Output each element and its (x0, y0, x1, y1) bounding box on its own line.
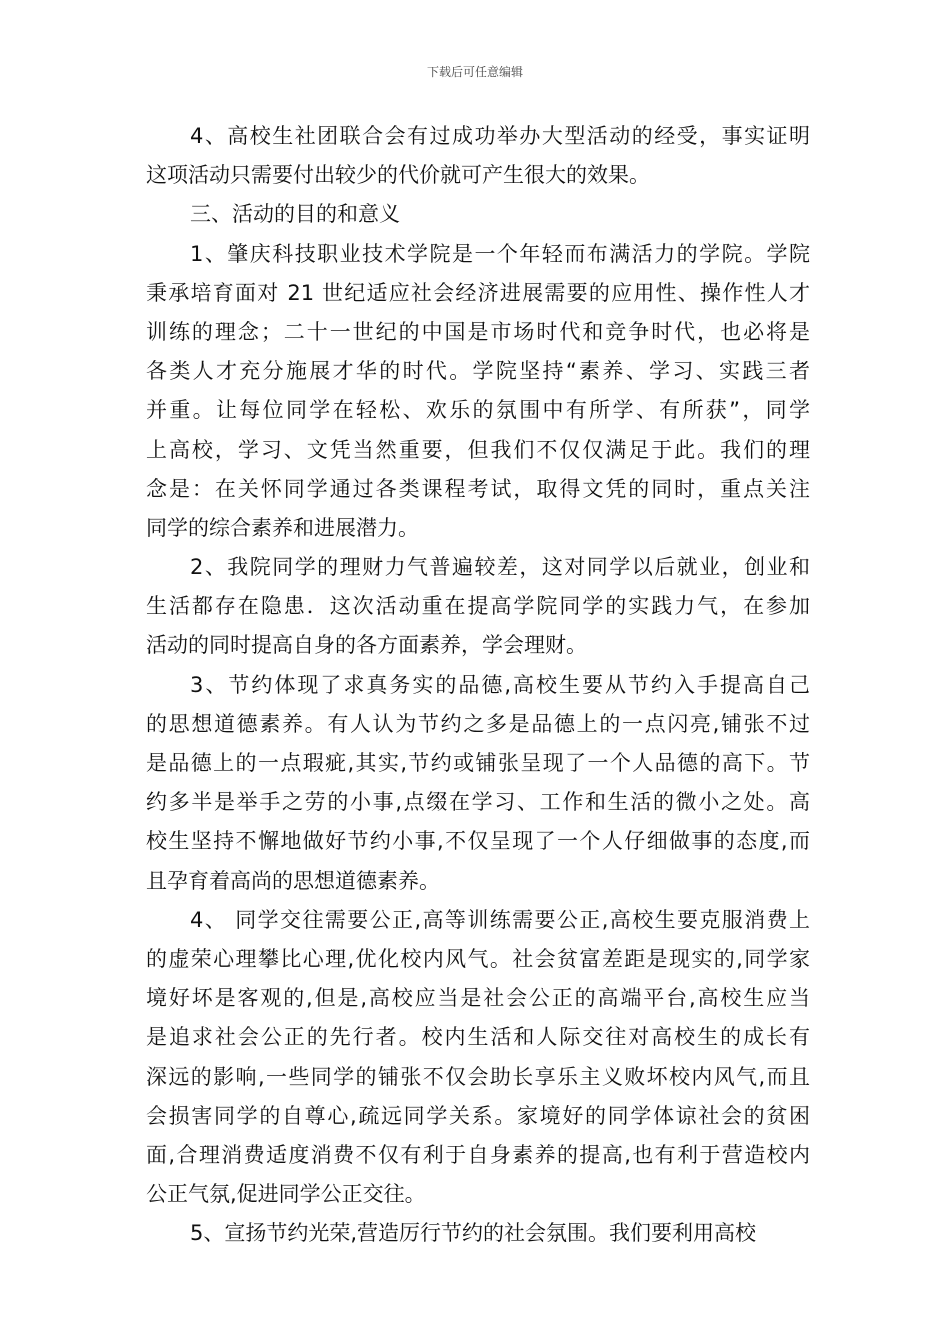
text-line: 2、我院同学的理财力气普遍较差，这对同学以后就业，创业和 (190, 555, 810, 580)
text-line: 且孕育着高尚的思想道德素养。 (146, 868, 440, 893)
text-line: 境好坏是客观的,但是,高校应当是社会公正的高端平台,高校生应当 (146, 986, 810, 1011)
text-line: 并重。让每位同学在轻松、欢乐的氛围中有所学、有所获”，同学 (146, 398, 810, 423)
text-line: 4、 同学交往需要公正,高等训练需要公正,高校生要克服消费上 (190, 907, 810, 932)
text-line: 深远的影响,一些同学的铺张不仅会助长享乐主义败坏校内风气,而且 (146, 1064, 810, 1089)
text-line: 活动的同时提高自身的各方面素养，学会理财。 (146, 633, 587, 658)
text-line: 1、肇庆科技职业技术学院是一个年轻而布满活力的学院。学院 (190, 241, 810, 266)
section-heading-purpose (146, 195, 810, 234)
text-line: 秉承培育面对 21 世纪适应社会经济进展需要的应用性、操作性人才 (146, 280, 810, 305)
text-line: 4、高校生社团联合会有过成功举办大型活动的经受，事实证明 (190, 124, 810, 148)
text-line: 面,合理消费适度消费不仅有利于自身素养的提高,也有利于营造校内 (146, 1142, 810, 1167)
text-line: 约多半是举手之劳的小事,点缀在学习、工作和生活的微小之处。高 (146, 790, 810, 815)
paragraph-4-experience (146, 117, 810, 195)
text-line: 各类人才充分施展才华的时代。学院坚持“素养、学习、实践三者 (146, 359, 810, 384)
text-line: 生活都存在隐患．这次活动重在提高学院同学的实践力气，在参加 (146, 594, 810, 619)
paragraph-3-thrift (146, 666, 810, 901)
paragraph-1-college (146, 235, 810, 549)
text-line: 这项活动只需要付出较少的代价就可产生很大的效果。 (146, 163, 650, 188)
text-line: 3、节约体现了求真务实的品德,高校生要从节约入手提高自己 (190, 672, 810, 697)
text-line: 上高校，学习、文凭当然重要，但我们不仅仅满足于此。我们的理 (146, 437, 810, 462)
text-line: 念是：在关怀同学通过各类课程考试，取得文凭的同时，重点关注 (146, 476, 810, 501)
document-body (146, 117, 810, 1253)
text-line: 是品德上的一点瑕疵,其实,节约或铺张呈现了一个人品德的高下。节 (146, 751, 810, 775)
text-line: 的思想道德素养。有人认为节约之多是品德上的一点闪亮,铺张不过 (146, 711, 810, 736)
page-header: 下载后可任意编辑 (426, 65, 523, 79)
text-line: 5、宣扬节约光荣,营造厉行节约的社会氛围。我们要利用高校 (190, 1221, 757, 1246)
text-line: 训练的理念；二十一世纪的中国是市场时代和竞争时代，也必将是 (146, 319, 810, 344)
text-line: 同学的综合素养和进展潜力。 (146, 515, 419, 540)
text-line: 的虚荣心理攀比心理,优化校内风气。社会贫富差距是现实的,同学家 (146, 946, 810, 971)
section-heading: 三、活动的目的和意义 (190, 202, 400, 227)
paragraph-5-promotion (146, 1214, 810, 1253)
text-line: 是追求社会公正的先行者。校内生活和人际交往对高校生的成长有 (146, 1025, 810, 1050)
text-line: 公正气氛,促进同学公正交往。 (146, 1182, 426, 1207)
paragraph-4-fairness (146, 901, 810, 1215)
text-line: 会损害同学的自尊心,疏远同学关系。家境好的同学体谅社会的贫困 (146, 1103, 810, 1128)
text-line: 校生坚持不懈地做好节约小事,不仅呈现了一个人仔细做事的态度,而 (146, 829, 810, 854)
paragraph-2-finance (146, 548, 810, 666)
